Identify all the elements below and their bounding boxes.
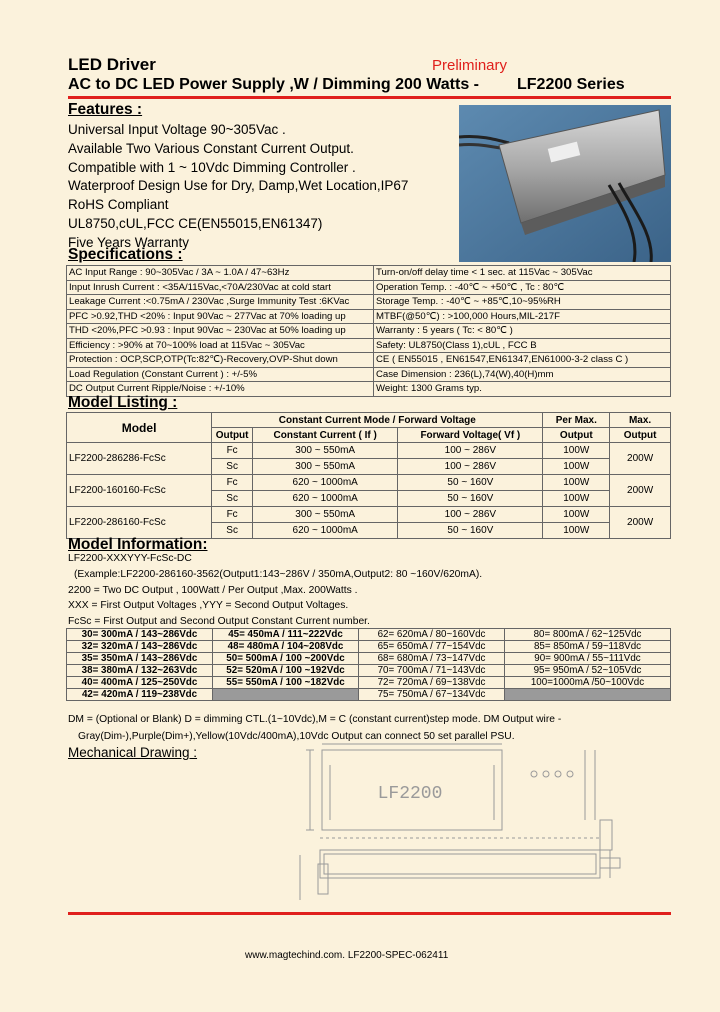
code-cell: 32= 320mA / 143~286Vdc <box>67 641 213 653</box>
spec-cell: THD <20%,PFC >0.93 : Input 90Vac ~ 230Vac at 50% loading up <box>67 324 374 339</box>
feature-item: Universal Input Voltage 90~305Vac . <box>68 122 286 137</box>
code-cell-empty <box>505 689 671 701</box>
product-photo-graphic <box>459 105 671 262</box>
current-cell: 620 ~ 1000mA <box>253 475 398 491</box>
code-cell: 50= 500mA / 100 ~200Vdc <box>213 653 359 665</box>
drawing-label: LF2200 <box>377 784 443 804</box>
max-header: Max. <box>610 413 671 428</box>
current-code-table <box>66 628 671 701</box>
code-cell: 62= 620mA / 80~160Vdc <box>359 629 505 641</box>
output-cell: Sc <box>212 459 253 475</box>
spec-cell: Warranty : 5 years ( Tc: < 80℃ ) <box>374 324 671 339</box>
code-cell: 52= 520mA / 100 ~192Vdc <box>213 665 359 677</box>
dm-line: DM = (Optional or Blank) D = dimming CTL.(1~10Vdc),M = C (constant current)step mode. DM Output wire - <box>68 714 562 725</box>
feature-item: Waterproof Design Use for Dry, Damp,Wet Location,IP67 <box>68 178 409 194</box>
code-cell: 48= 480mA / 104~208Vdc <box>213 641 359 653</box>
spec-cell: Load Regulation (Constant Current ) : +/-5% <box>67 367 374 382</box>
table-row <box>67 324 671 339</box>
spec-cell: Input Inrush Current : <35A/115Vac,<70A/230Vac at cold start <box>67 280 374 295</box>
info-line: 2200 = Two DC Output , 100Watt / Per Output ,Max. 200Watts . <box>68 584 358 596</box>
code-cell: 70= 700mA / 71~143Vdc <box>359 665 505 677</box>
code-cell: 85= 850mA / 59~118Vdc <box>505 641 671 653</box>
current-cell: 620 ~ 1000mA <box>253 491 398 507</box>
model-listing-table <box>66 412 671 539</box>
per-max-cell: 100W <box>543 523 610 539</box>
model-information-heading: Model Information: <box>68 536 208 553</box>
per-max-cell: 100W <box>543 459 610 475</box>
table-row <box>67 338 671 353</box>
model-name: LF2200-160160-FcSc <box>67 475 212 507</box>
voltage-cell: 50 ~ 160V <box>398 523 543 539</box>
output-cell: Fc <box>212 507 253 523</box>
per-max-cell: 100W <box>543 507 610 523</box>
spec-cell: Operation Temp. : -40℃ ~ +50℃ , Tc : 80℃ <box>374 280 671 295</box>
feature-item: UL8750,cUL,FCC CE(EN55015,EN61347) <box>68 215 323 231</box>
table-row <box>67 280 671 295</box>
current-cell: 300 ~ 550mA <box>253 443 398 459</box>
info-line: (Example:LF2200-286160-3562(Output1:143~286V / 350mA,Output2: 80 ~160V/620mA). <box>74 568 483 580</box>
info-line: FcSc = First Output and Second Output Constant Current number. <box>68 616 370 628</box>
output-cell: Sc <box>212 491 253 507</box>
code-cell: 68= 680mA / 73~147Vdc <box>359 653 505 665</box>
spec-cell: Efficiency : >90% at 70~100% load at 115Vac ~ 305Vac <box>67 338 374 353</box>
features-list <box>68 121 458 253</box>
table-row <box>67 653 671 665</box>
feature-item: Five Years Warranty <box>68 234 190 250</box>
header-divider <box>68 96 671 99</box>
max-cell: 200W <box>610 475 671 507</box>
table-row <box>67 443 671 459</box>
output-cell: Sc <box>212 523 253 539</box>
code-cell: 90= 900mA / 55~111Vdc <box>505 653 671 665</box>
model-name: LF2200-286286-FcSc <box>67 443 212 475</box>
spec-cell: Turn-on/off delay time < 1 sec. at 115Vac ~ 305Vac <box>374 266 671 281</box>
doc-title: LED Driver <box>68 55 156 74</box>
spec-cell: Protection : OCP,SCP,OTP(Tc:82℃)-Recovery,OVP-Shut down <box>67 353 374 368</box>
model-header: Model <box>67 413 212 443</box>
table-row <box>67 507 671 523</box>
output-header: Output <box>212 428 253 443</box>
voltage-cell: 100 ~ 286V <box>398 459 543 475</box>
table-row <box>67 641 671 653</box>
features-heading: Features : <box>68 101 143 118</box>
feature-item: RoHS Compliant <box>68 197 169 213</box>
cc-mode-header: Constant Current Mode / Forward Voltage <box>212 413 543 428</box>
table-row <box>67 353 671 368</box>
table-row <box>67 266 671 281</box>
voltage-cell: 100 ~ 286V <box>398 507 543 523</box>
spec-cell: Safety: UL8750(Class 1),cUL , FCC B <box>374 338 671 353</box>
voltage-cell: 50 ~ 160V <box>398 491 543 507</box>
code-cell: 40= 400mA / 125~250Vdc <box>67 677 213 689</box>
per-max-cell: 100W <box>543 475 610 491</box>
spec-cell: CE ( EN55015 , EN61547,EN61347,EN61000-3-2 class C ) <box>374 353 671 368</box>
voltage-cell: 100 ~ 286V <box>398 443 543 459</box>
info-line: XXX = First Output Voltages ,YYY = Second Output Voltages. <box>68 600 349 612</box>
code-cell: 95= 950mA / 52~105Vdc <box>505 665 671 677</box>
model-listing-heading: Model Listing : <box>68 394 178 411</box>
spec-cell: AC Input Range : 90~305Vac / 3A ~ 1.0A / 47~63Hz <box>67 266 374 281</box>
output-cell: Fc <box>212 443 253 459</box>
output-cell: Fc <box>212 475 253 491</box>
table-row <box>67 689 671 701</box>
model-information-text <box>68 551 668 630</box>
voltage-cell: 50 ~ 160V <box>398 475 543 491</box>
footer-divider <box>68 912 671 915</box>
per-output-header: Output <box>543 428 610 443</box>
code-cell: 42= 420mA / 119~238Vdc <box>67 689 213 701</box>
spec-cell: PFC >0.92,THD <20% : Input 90Vac ~ 277Vac at 70% loading up <box>67 309 374 324</box>
current-cell: 620 ~ 1000mA <box>253 523 398 539</box>
code-cell: 72= 720mA / 69~138Vdc <box>359 677 505 689</box>
mechanical-heading: Mechanical Drawing : <box>68 745 198 760</box>
footer-text: www.magtechind.com. LF2200-SPEC-062411 <box>245 950 449 961</box>
table-row <box>67 475 671 491</box>
code-cell: 30= 300mA / 143~286Vdc <box>67 629 213 641</box>
spec-cell: Weight: 1300 Grams typ. <box>374 382 671 397</box>
current-header: Constant Current ( If ) <box>253 428 398 443</box>
table-row <box>67 629 671 641</box>
code-cell: 75= 750mA / 67~134Vdc <box>359 689 505 701</box>
doc-subtitle: AC to DC LED Power Supply ,W / Dimming 200 Watts - <box>68 76 479 93</box>
code-cell: 45= 450mA / 111~222Vdc <box>213 629 359 641</box>
info-line: LF2200-XXXYYY-FcSc-DC <box>68 553 192 564</box>
spec-cell: MTBF(@50℃) : >100,000 Hours,MIL-217F <box>374 309 671 324</box>
table-row <box>67 295 671 310</box>
specifications-table <box>66 265 671 397</box>
mechanical-drawing <box>270 740 680 910</box>
model-name: LF2200-286160-FcSc <box>67 507 212 539</box>
spec-cell: Leakage Current :<0.75mA / 230Vac ,Surge Immunity Test :6KVac <box>67 295 374 310</box>
product-photo <box>459 105 671 262</box>
table-row <box>67 367 671 382</box>
table-row <box>67 413 671 428</box>
feature-item: Available Two Various Constant Current Output. <box>68 140 354 156</box>
current-cell: 300 ~ 550mA <box>253 507 398 523</box>
spec-cell: DC Output Current Ripple/Noise : +/-10% <box>67 382 374 397</box>
max-cell: 200W <box>610 507 671 539</box>
per-max-header: Per Max. <box>543 413 610 428</box>
table-row <box>67 677 671 689</box>
specifications-heading: Specifications : <box>68 246 183 263</box>
spec-cell: Storage Temp. : -40℃ ~ +85℃,10~95%RH <box>374 295 671 310</box>
table-row <box>67 665 671 677</box>
code-cell: 80= 800mA / 62~125Vdc <box>505 629 671 641</box>
code-cell: 100=1000mA /50~100Vdc <box>505 677 671 689</box>
code-cell: 55= 550mA / 100 ~182Vdc <box>213 677 359 689</box>
per-max-cell: 100W <box>543 491 610 507</box>
max-cell: 200W <box>610 443 671 475</box>
current-cell: 300 ~ 550mA <box>253 459 398 475</box>
per-max-cell: 100W <box>543 443 610 459</box>
code-cell: 65= 650mA / 77~154Vdc <box>359 641 505 653</box>
table-row <box>67 309 671 324</box>
max-output-header: Output <box>610 428 671 443</box>
code-cell: 38= 380mA / 132~263Vdc <box>67 665 213 677</box>
code-cell-empty <box>213 689 359 701</box>
series-label: LF2200 Series <box>517 76 625 93</box>
voltage-header: Forward Voltage( Vf ) <box>398 428 543 443</box>
feature-item: Compatible with 1 ~ 10Vdc Dimming Controller . <box>68 159 356 175</box>
mechanical-drawing-graphic <box>270 740 680 910</box>
preliminary-label: Preliminary <box>432 57 508 74</box>
spec-cell: Case Dimension : 236(L),74(W),40(H)mm <box>374 367 671 382</box>
dm-line: Gray(Dim-),Purple(Dim+),Yellow(10Vdc/400mA),10Vdc Output can connect 50 set parallel PSU. <box>78 731 515 742</box>
code-cell: 35= 350mA / 143~286Vdc <box>67 653 213 665</box>
